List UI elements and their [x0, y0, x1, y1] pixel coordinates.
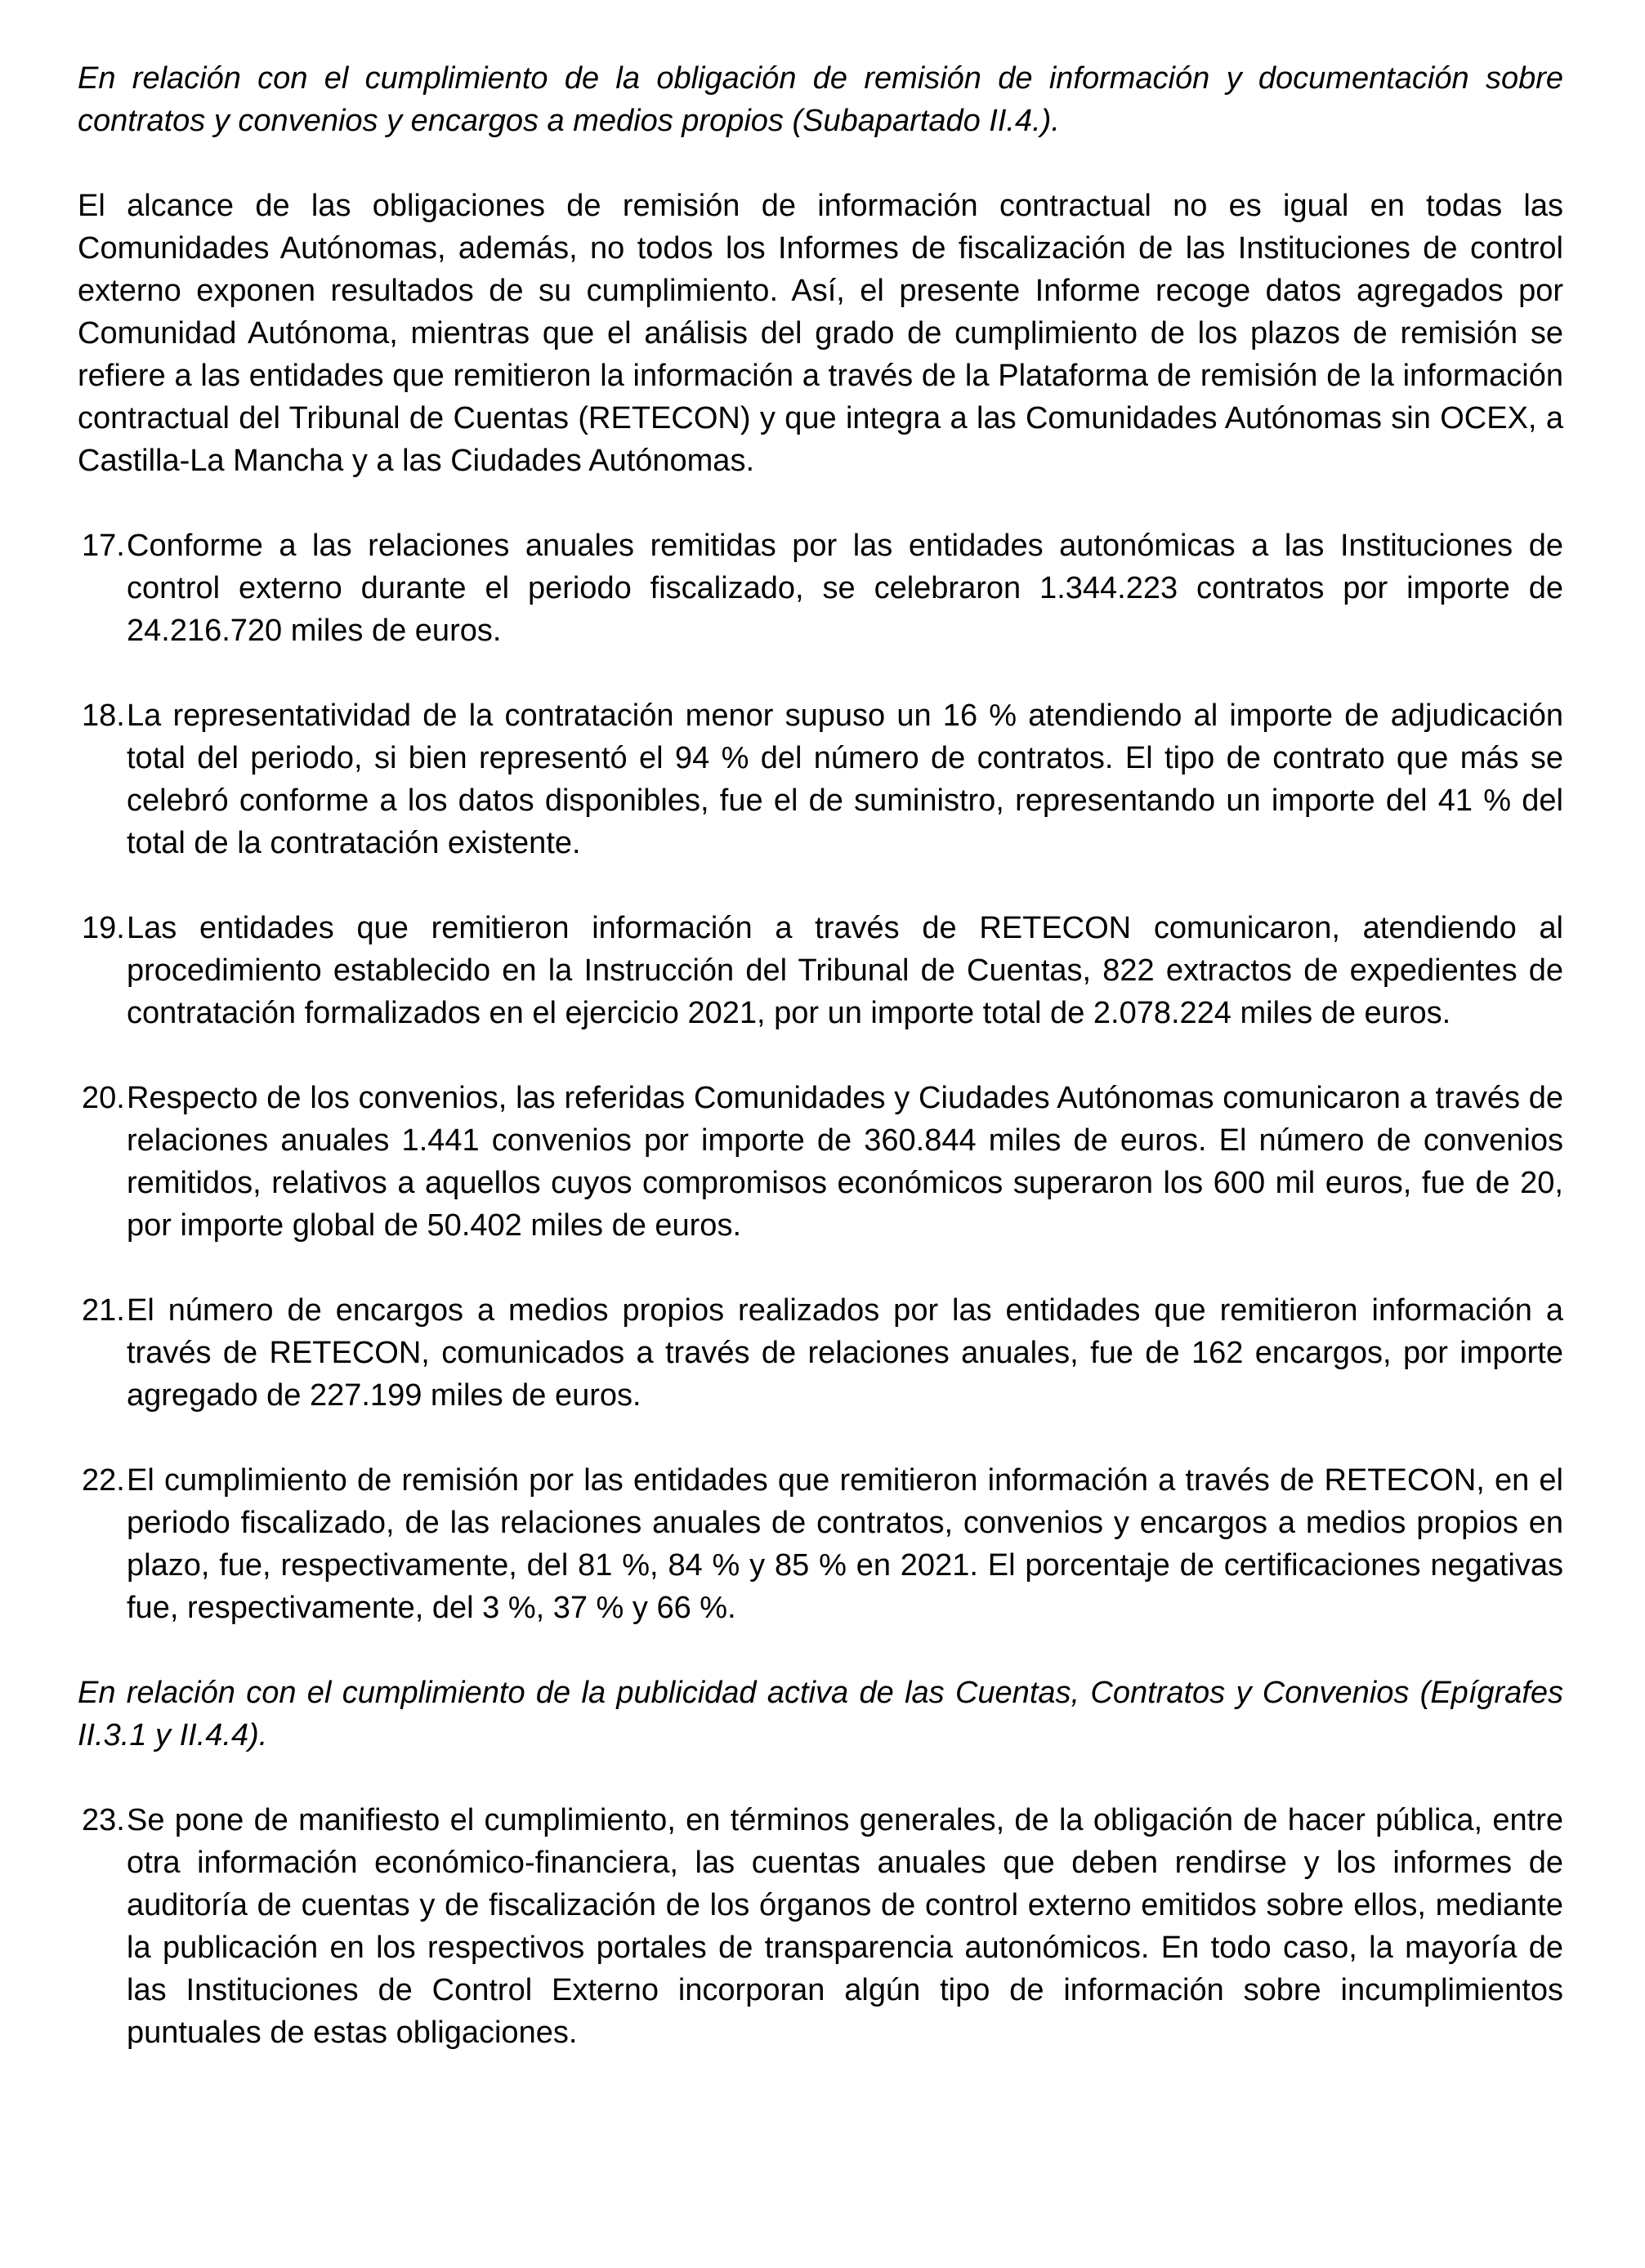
list-item-17 — [82, 525, 1563, 652]
item-number: 18. — [82, 699, 125, 733]
item-number: 22. — [82, 1463, 125, 1498]
item-number: 20. — [82, 1081, 125, 1115]
list-item-19 — [82, 907, 1563, 1034]
section-heading-publicidad-activa: En relación con el cumplimiento de la publicidad activa de las Cuentas, Contratos y Convenios (Epígrafes II.3.1 y II.4.4). — [78, 1676, 1563, 1752]
item-text: Respecto de los convenios, las referidas Comunidades y Ciudades Autónomas comunicaron a través de relaciones anuales 1.441 convenios por importe de 360.844 miles de euros. El número de convenios remitidos, relativos a aquellos cuyos compromisos económicos superaron los 600 mil euros, fue de 20, por importe global de 50.402 miles de euros. — [127, 1081, 1563, 1243]
section-heading-remision-contratos: En relación con el cumplimiento de la obligación de remisión de información y documentación sobre contratos y convenios y encargos a medios propios (Subapartado II.4.). — [78, 61, 1563, 138]
list-item-23 — [82, 1799, 1563, 2054]
item-text: Las entidades que remitieron información a través de RETECON comunicaron, atendiendo al procedimiento establecido en la Instrucción del Tribunal de Cuentas, 822 extractos de expedientes de contratación formalizados en el ejercicio 2021, por un importe total de 2.078.224 miles de euros. — [127, 911, 1563, 1030]
list-item-22 — [82, 1459, 1563, 1629]
item-text: Se pone de manifiesto el cumplimiento, en términos generales, de la obligación de hacer pública, entre otra información económico-financiera, las cuentas anuales que deben rendirse y los informes de auditoría de cuentas y de fiscalización de los órganos de control externo emitidos sobre ellos, mediante la publicación en los respectivos portales de transparencia autonómicos. En todo caso, la mayoría de las Instituciones de Control Externo incorporan algún tipo de información sobre incumplimientos puntuales de estas obligaciones. — [127, 1803, 1563, 2050]
list-item-21 — [82, 1289, 1563, 1417]
item-number: 23. — [82, 1803, 125, 1837]
intro-paragraph: El alcance de las obligaciones de remisión de información contractual no es igual en todas las Comunidades Autónomas, además, no todos los Informes de fiscalización de las Instituciones de control externo exponen resultados de su cumplimiento. Así, el presente Informe recoge datos agregados por Comunidad Autónoma, mientras que el análisis del grado de cumplimiento de los plazos de remisión se refiere a las entidades que remitieron la información a través de la Plataforma de remisión de la información contractual del Tribunal de Cuentas (RETECON) y que integra a las Comunidades Autónomas sin OCEX, a Castilla-La Mancha y a las Ciudades Autónomas. — [78, 189, 1563, 478]
item-text: Conforme a las relaciones anuales remitidas por las entidades autonómicas a las Instituciones de control externo durante el periodo fiscalizado, se celebraron 1.344.223 contratos por importe de 24.216.720 miles de euros. — [127, 529, 1563, 648]
item-number: 19. — [82, 911, 125, 945]
item-text: La representatividad de la contratación menor supuso un 16 % atendiendo al importe de adjudicación total del periodo, si bien representó el 94 % del número de contratos. El tipo de contrato que más se celebró conforme a los datos disponibles, fue el de suministro, representando un importe del 41 % del total de la contratación existente. — [127, 699, 1563, 860]
item-number: 21. — [82, 1293, 125, 1328]
list-item-18 — [82, 694, 1563, 864]
item-text: El cumplimiento de remisión por las entidades que remitieron información a través de RETECON, en el periodo fiscalizado, de las relaciones anuales de contratos, convenios y encargos a medios propios en plazo, fue, respectivamente, del 81 %, 84 % y 85 % en 2021. El porcentaje de certificaciones negativas fue, respectivamente, del 3 %, 37 % y 66 %. — [127, 1463, 1563, 1625]
item-text: El número de encargos a medios propios realizados por las entidades que remitieron información a través de RETECON, comunicados a través de relaciones anuales, fue de 162 encargos, por importe agregado de 227.199 miles de euros. — [127, 1293, 1563, 1413]
list-item-20 — [82, 1077, 1563, 1247]
item-number: 17. — [82, 529, 125, 563]
